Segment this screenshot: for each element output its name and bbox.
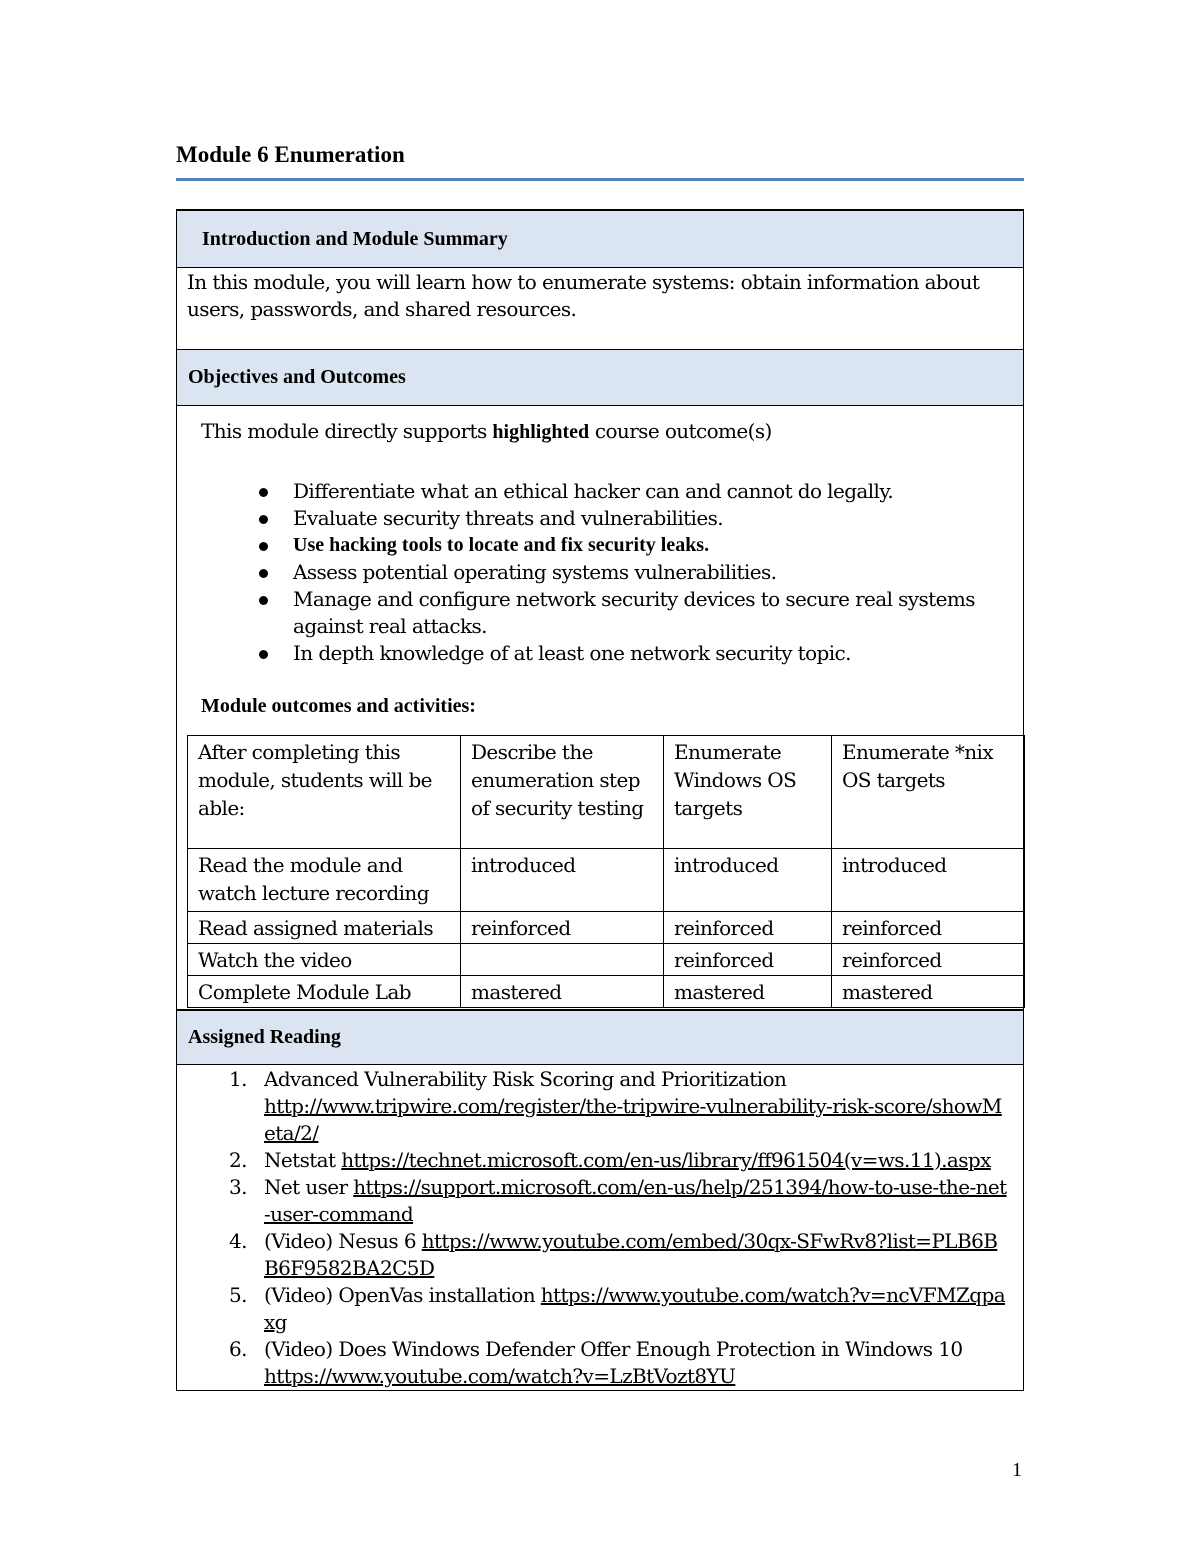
table-header-cell: Enumerate *nix OS targets bbox=[832, 736, 1025, 849]
table-cell: Complete Module Lab bbox=[188, 976, 461, 1008]
reading-number: 4. bbox=[229, 1229, 247, 1253]
reading-title: (Video) Does Windows Defender Offer Enough Protection in Windows 10 bbox=[264, 1337, 963, 1361]
table-cell: reinforced bbox=[664, 944, 832, 976]
reading-number: 6. bbox=[229, 1337, 247, 1361]
reading-title: (Video) OpenVas installation bbox=[264, 1283, 541, 1307]
supports-after: course outcome(s) bbox=[589, 419, 772, 443]
reading-heading: Assigned Reading bbox=[177, 1009, 1023, 1065]
module-outcomes-label: Module outcomes and activities: bbox=[201, 695, 476, 717]
table-cell bbox=[461, 944, 664, 976]
table-header-cell: After completing this module, students will be able: bbox=[188, 736, 461, 849]
reading-link[interactable]: http://www.tripwire.com/register/the-tripwire-vulnerability-risk-score/showMeta/2/ bbox=[264, 1094, 1002, 1145]
reading-number: 5. bbox=[229, 1283, 247, 1307]
table-cell: introduced bbox=[461, 849, 664, 912]
reading-title: (Video) Nesus 6 bbox=[264, 1229, 422, 1253]
reading-link[interactable]: https://www.youtube.com/embed/30qx-SFwRv8?list=PLB6BB6F9582BA2C5D bbox=[264, 1229, 998, 1280]
reading-item bbox=[217, 1282, 1007, 1336]
reading-number: 2. bbox=[229, 1148, 247, 1172]
table-cell: Read the module and watch lecture recording bbox=[188, 849, 461, 912]
table-header-row bbox=[188, 736, 1025, 849]
reading-number: 3. bbox=[229, 1175, 247, 1199]
reading-link[interactable]: https://www.youtube.com/watch?v=LzBtVozt8YU bbox=[264, 1364, 736, 1388]
table-row bbox=[188, 849, 1025, 912]
supports-before: This module directly supports bbox=[201, 419, 493, 443]
table-cell: reinforced bbox=[832, 944, 1025, 976]
reading-number: 1. bbox=[229, 1067, 247, 1091]
table-cell: reinforced bbox=[664, 912, 832, 944]
module-table bbox=[176, 209, 1024, 1391]
course-outcomes-list bbox=[257, 478, 997, 667]
reading-title: Net user bbox=[264, 1175, 354, 1199]
table-row bbox=[188, 976, 1025, 1008]
table-cell: Watch the video bbox=[188, 944, 461, 976]
reading-item bbox=[217, 1066, 1007, 1147]
reading-item bbox=[217, 1174, 1007, 1228]
page-number: 1 bbox=[1012, 1459, 1022, 1481]
table-cell: mastered bbox=[664, 976, 832, 1008]
reading-link[interactable]: https://www.youtube.com/watch?v=ncVFMZqpaxg bbox=[264, 1283, 1006, 1334]
list-item: Evaluate security threats and vulnerabilities. bbox=[257, 505, 997, 532]
reading-list bbox=[217, 1066, 1007, 1390]
table-row bbox=[188, 944, 1025, 976]
list-item: Assess potential operating systems vulnerabilities. bbox=[257, 559, 997, 586]
table-cell: reinforced bbox=[832, 912, 1025, 944]
table-row bbox=[188, 912, 1025, 944]
reading-link[interactable]: https://support.microsoft.com/en-us/help/251394/how-to-use-the-net-user-command bbox=[264, 1175, 1007, 1226]
table-header-cell: Describe the enumeration step of security testing bbox=[461, 736, 664, 849]
reading-item bbox=[217, 1228, 1007, 1282]
title-rule bbox=[176, 178, 1024, 181]
reading-link[interactable]: https://technet.microsoft.com/en-us/library/ff961504(v=ws.11).aspx bbox=[341, 1148, 991, 1172]
table-cell: reinforced bbox=[461, 912, 664, 944]
table-cell: introduced bbox=[832, 849, 1025, 912]
intro-heading: Introduction and Module Summary bbox=[177, 211, 1023, 268]
list-item-highlighted: Use hacking tools to locate and fix security leaks. bbox=[257, 532, 997, 559]
table-cell: Read assigned materials bbox=[188, 912, 461, 944]
intro-text: In this module, you will learn how to enumerate systems: obtain information about users, passwords, and shared resources. bbox=[187, 270, 980, 321]
supports-highlighted: highlighted bbox=[492, 421, 590, 443]
reading-item bbox=[217, 1147, 1007, 1174]
list-item: In depth knowledge of at least one network security topic. bbox=[257, 640, 997, 667]
reading-title: Netstat bbox=[264, 1148, 342, 1172]
table-cell: introduced bbox=[664, 849, 832, 912]
reading-item bbox=[217, 1336, 1007, 1390]
table-cell: mastered bbox=[461, 976, 664, 1008]
list-item: Differentiate what an ethical hacker can and cannot do legally. bbox=[257, 478, 997, 505]
page-title: Module 6 Enumeration bbox=[176, 142, 405, 167]
reading-title: Advanced Vulnerability Risk Scoring and Prioritization bbox=[264, 1067, 787, 1091]
table-header-cell: Enumerate Windows OS targets bbox=[664, 736, 832, 849]
table-cell: mastered bbox=[832, 976, 1025, 1008]
outcomes-matrix bbox=[187, 735, 1025, 1008]
supports-statement bbox=[177, 418, 1023, 446]
objectives-heading: Objectives and Outcomes bbox=[177, 349, 1023, 406]
list-item: Manage and configure network security devices to secure real systems against real attacks. bbox=[257, 586, 997, 640]
